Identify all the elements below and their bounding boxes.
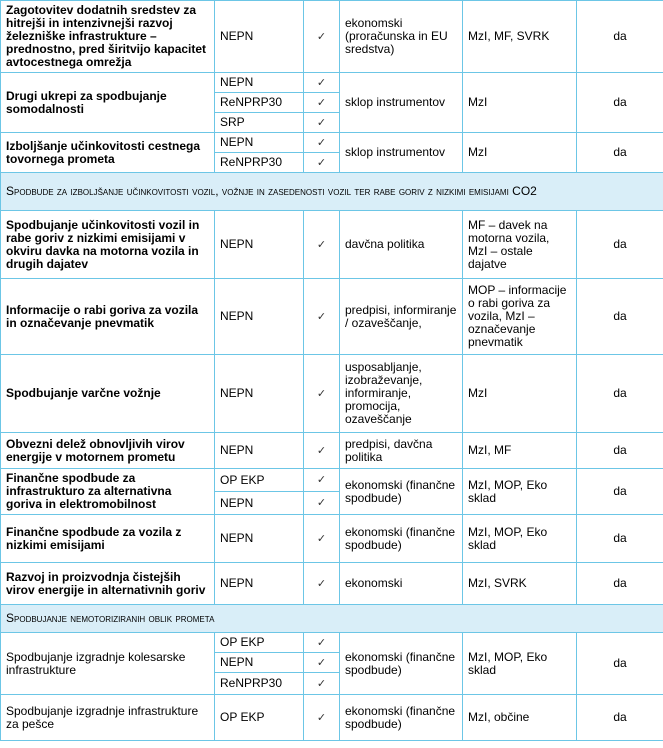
program-cell: OP EKP xyxy=(215,469,304,492)
checkmark-icon: ✓ xyxy=(316,30,327,43)
check-cell xyxy=(304,515,340,563)
program-cell: SRP xyxy=(215,113,304,133)
checkmark-icon: ✓ xyxy=(316,656,327,669)
check-cell xyxy=(304,279,340,355)
instrument-type-cell: ekonomski (finančne spodbude) xyxy=(340,695,463,741)
checkmark-icon: ✓ xyxy=(316,636,327,649)
table-row xyxy=(1,355,663,433)
checkmark-icon: ✓ xyxy=(316,577,327,590)
instrument-type-cell: ekonomski (proračunska in EU sredstva) xyxy=(340,1,463,73)
checkmark-icon: ✓ xyxy=(316,96,327,109)
program-cell: OP EKP xyxy=(215,695,304,741)
checkmark-icon: ✓ xyxy=(316,474,327,486)
checkmark-icon: ✓ xyxy=(316,116,327,129)
responsible-cell: MzI, MOP, Eko sklad xyxy=(463,515,577,563)
check-cell xyxy=(304,1,340,73)
instrument-type-cell: sklop instrumentov xyxy=(340,73,463,133)
measure-name-cell: Spodbujanje učinkovitosti vozil in rabe goriv z nizkimi emisijami v okviru davka na motorna vozila in drugih dajatev xyxy=(1,211,215,279)
responsible-cell: MzI, MOP, Eko sklad xyxy=(463,633,577,695)
check-cell xyxy=(304,113,340,133)
section-header-row xyxy=(1,173,663,211)
responsible-cell: MzI, občine xyxy=(463,695,577,741)
section-header-row xyxy=(1,605,663,633)
check-cell xyxy=(304,673,340,695)
checkmark-icon: ✓ xyxy=(316,444,327,457)
measure-name-cell: Drugi ukrepi za spodbujanje somodalnosti xyxy=(1,73,215,133)
measure-name-cell: Zagotovitev dodatnih sredstev za hitrejši in intenzivnejši razvoj železniške infrastrukture – prednostno, pred širitvijo kapacitet avtocestnega omrežja xyxy=(1,1,215,73)
status-cell: da xyxy=(577,695,663,741)
table-row xyxy=(1,279,663,355)
status-cell: da xyxy=(577,433,663,469)
check-cell xyxy=(304,73,340,93)
status-cell: da xyxy=(577,1,663,73)
responsible-cell: MF – davek na motorna vozila, MzI – ostale dajatve xyxy=(463,211,577,279)
measure-name-cell: Razvoj in proizvodnja čistejših virov energije in alternativnih goriv xyxy=(1,563,215,605)
program-cell: ReNPRP30 xyxy=(215,153,304,173)
table-row xyxy=(1,563,663,605)
responsible-cell: MzI, MOP, Eko sklad xyxy=(463,469,577,515)
program-cell: NEPN xyxy=(215,211,304,279)
measure-name-cell: Informacije o rabi goriva za vozila in označevanje pnevmatik xyxy=(1,279,215,355)
program-cell: NEPN xyxy=(215,653,304,673)
table-row xyxy=(1,133,663,153)
status-cell: da xyxy=(577,355,663,433)
table-row xyxy=(1,73,663,93)
check-cell xyxy=(304,433,340,469)
check-cell xyxy=(304,133,340,153)
instrument-type-cell: ekonomski (finančne spodbude) xyxy=(340,633,463,695)
table-row xyxy=(1,433,663,469)
instrument-type-cell: predpisi, davčna politika xyxy=(340,433,463,469)
responsible-cell: MzI, MF xyxy=(463,433,577,469)
checkmark-icon: ✓ xyxy=(316,532,327,545)
table-row xyxy=(1,515,663,563)
responsible-cell: MzI xyxy=(463,355,577,433)
checkmark-icon: ✓ xyxy=(316,310,327,323)
status-cell: da xyxy=(577,515,663,563)
program-cell: NEPN xyxy=(215,563,304,605)
check-cell xyxy=(304,93,340,113)
responsible-cell: MzI xyxy=(463,73,577,133)
program-cell: OP EKP xyxy=(215,633,304,653)
check-cell xyxy=(304,563,340,605)
status-cell: da xyxy=(577,279,663,355)
program-cell: NEPN xyxy=(215,133,304,153)
checkmark-icon: ✓ xyxy=(316,677,327,690)
measure-name-cell: Spodbujanje izgradnje infrastrukture za pešce xyxy=(1,695,215,741)
responsible-cell: MOP – informacije o rabi goriva za vozila, MzI – označevanje pnevmatik xyxy=(463,279,577,355)
program-cell: ReNPRP30 xyxy=(215,93,304,113)
checkmark-icon: ✓ xyxy=(316,76,327,89)
check-cell xyxy=(304,653,340,673)
status-cell: da xyxy=(577,133,663,173)
status-cell: da xyxy=(577,633,663,695)
checkmark-icon: ✓ xyxy=(316,238,327,251)
instrument-type-cell: ekonomski xyxy=(340,563,463,605)
program-cell: ReNPRP30 xyxy=(215,673,304,695)
measure-name-cell: Spodbujanje izgradnje kolesarske infrastrukture xyxy=(1,633,215,695)
program-cell: NEPN xyxy=(215,279,304,355)
status-cell: da xyxy=(577,469,663,515)
section-title: Spodbude za izboljšanje učinkovitosti vozil, vožnje in zasedenosti vozil ter rabe goriv z nizkimi emisijami CO2 xyxy=(1,173,663,211)
table-row xyxy=(1,469,663,492)
checkmark-icon: ✓ xyxy=(316,156,327,169)
check-cell xyxy=(304,153,340,173)
checkmark-icon: ✓ xyxy=(316,136,327,149)
check-cell xyxy=(304,492,340,515)
instrument-type-cell: sklop instrumentov xyxy=(340,133,463,173)
program-cell: NEPN xyxy=(215,433,304,469)
measure-name-cell: Spodbujanje varčne vožnje xyxy=(1,355,215,433)
check-cell xyxy=(304,633,340,653)
instrument-type-cell: usposabljanje, izobraževanje, informiranje, promocija, ozaveščanje xyxy=(340,355,463,433)
responsible-cell: MzI xyxy=(463,133,577,173)
section-title: Spodbujanje nemotoriziranih oblik prometa xyxy=(1,605,663,633)
checkmark-icon: ✓ xyxy=(316,387,327,400)
measure-name-cell: Finančne spodbude za vozila z nizkimi emisijami xyxy=(1,515,215,563)
program-cell: NEPN xyxy=(215,515,304,563)
responsible-cell: MzI, MF, SVRK xyxy=(463,1,577,73)
program-cell: NEPN xyxy=(215,492,304,515)
table-row xyxy=(1,211,663,279)
checkmark-icon: ✓ xyxy=(316,497,327,509)
measures-table-body xyxy=(1,1,663,741)
status-cell: da xyxy=(577,73,663,133)
measure-name-cell: Obvezni delež obnovljivih virov energije v motornem prometu xyxy=(1,433,215,469)
measure-name-cell: Izboljšanje učinkovitosti cestnega tovornega prometa xyxy=(1,133,215,173)
responsible-cell: MzI, SVRK xyxy=(463,563,577,605)
check-cell xyxy=(304,211,340,279)
table-row xyxy=(1,633,663,653)
program-cell: NEPN xyxy=(215,1,304,73)
check-cell xyxy=(304,355,340,433)
instrument-type-cell: davčna politika xyxy=(340,211,463,279)
instrument-type-cell: predpisi, informiranje / ozaveščanje, xyxy=(340,279,463,355)
check-cell xyxy=(304,469,340,492)
instrument-type-cell: ekonomski (finančne spodbude) xyxy=(340,469,463,515)
program-cell: NEPN xyxy=(215,73,304,93)
measure-name-cell: Finančne spodbude za infrastrukturo za alternativna goriva in elektromobilnost xyxy=(1,469,215,515)
table-row xyxy=(1,1,663,73)
checkmark-icon: ✓ xyxy=(316,711,327,724)
instrument-type-cell: ekonomski (finančne spodbude) xyxy=(340,515,463,563)
check-cell xyxy=(304,695,340,741)
table-row xyxy=(1,695,663,741)
status-cell: da xyxy=(577,563,663,605)
status-cell: da xyxy=(577,211,663,279)
program-cell: NEPN xyxy=(215,355,304,433)
